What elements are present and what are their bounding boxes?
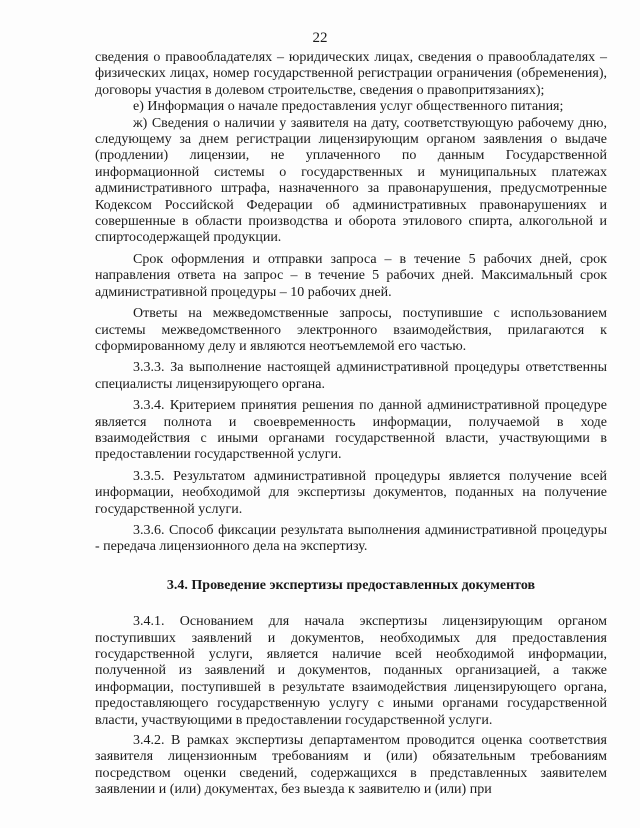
paragraph-3-3-6: 3.3.6. Способ фиксации результата выполнения административной процедуры - передача лицензионного дела на экспертизу. bbox=[95, 522, 607, 555]
paragraph-request-deadline: Срок оформления и отправки запроса – в течение 5 рабочих дней, срок направления ответа на запрос – в течение 5 рабочих дней. Максимальный срок административной процедуры – 10 рабочих дней. bbox=[95, 251, 607, 300]
paragraph-3-3-4: 3.3.4. Критерием принятия решения по данной административной процедуре является полнота и своевременность информации, получаемой в ходе взаимодействия с иными органами государственной власти, участвующими в предоставлении государственной услуги. bbox=[95, 398, 607, 463]
section-heading: 3.4. Проведение экспертизы предоставленных документов bbox=[166, 577, 536, 593]
document-body bbox=[95, 50, 607, 799]
paragraph-continuation: сведения о правообладателях – юридических лицах, сведения о правообладателях – физических лицах, номер государственной регистрации ограничения (обременения), договоры участия в долевом строительстве, сведения о правопритязаниях); bbox=[95, 50, 607, 98]
paragraph-3-3-3: 3.3.3. За выполнение настоящей административной процедуры ответственны специалисты лицензирующего органа. bbox=[95, 360, 607, 392]
page-number: 22 bbox=[312, 30, 328, 46]
paragraph-item-e: е) Информация о начале предоставления услуг общественного питания; bbox=[133, 99, 564, 115]
paragraph-3-4-2: 3.4.2. В рамках экспертизы департаментом проводится оценка соответствия заявителя лицензионным требованиям и (или) обязательным требованиям посредством оценки сведений, содержащихся в представленных заявителем заявлении и (или) документах, без выезда к заявителю и (или) при bbox=[95, 733, 607, 798]
paragraph-3-3-5: 3.3.5. Результатом административной процедуры является получение всей информации, необходимой для экспертизы документов, поданных на получение государственной услуги. bbox=[95, 468, 607, 517]
paragraph-item-zh: ж) Сведения о наличии у заявителя на дату, соответствующую рабочему дню, следующему за днем регистрации лицензирующим органом заявления о выдаче (продлении) лицензии, не уплаченного по данным Государственной информационной системы о государственных и муниципальных платежах административного штрафа, назначенного за правонарушения, предусмотренные Кодексом Российской Федерации об административных правонарушениях и совершенные в области производства и оборота этилового спирта, алкогольной и спиртосодержащей продукции. bbox=[95, 115, 607, 246]
paragraph-3-4-1: 3.4.1. Основанием для начала экспертизы лицензирующим органом поступивших заявлений и документов, необходимых для предоставления государственной услуги, является наличие всей необходимой информации, полученной из заявлений и документов, поданных организацией, а также информации, поступившей в результате взаимодействия лицензирующего органа, предоставляющего государственную услугу с иными органами государственной власти, участвующими в предоставлении государственной услуги. bbox=[95, 614, 607, 728]
paragraph-interagency-answers: Ответы на межведомственные запросы, поступившие с использованием системы межведомственного электронного взаимодействия, прилагаются к сформированному делу и являются неотъемлемой его частью. bbox=[95, 306, 607, 354]
